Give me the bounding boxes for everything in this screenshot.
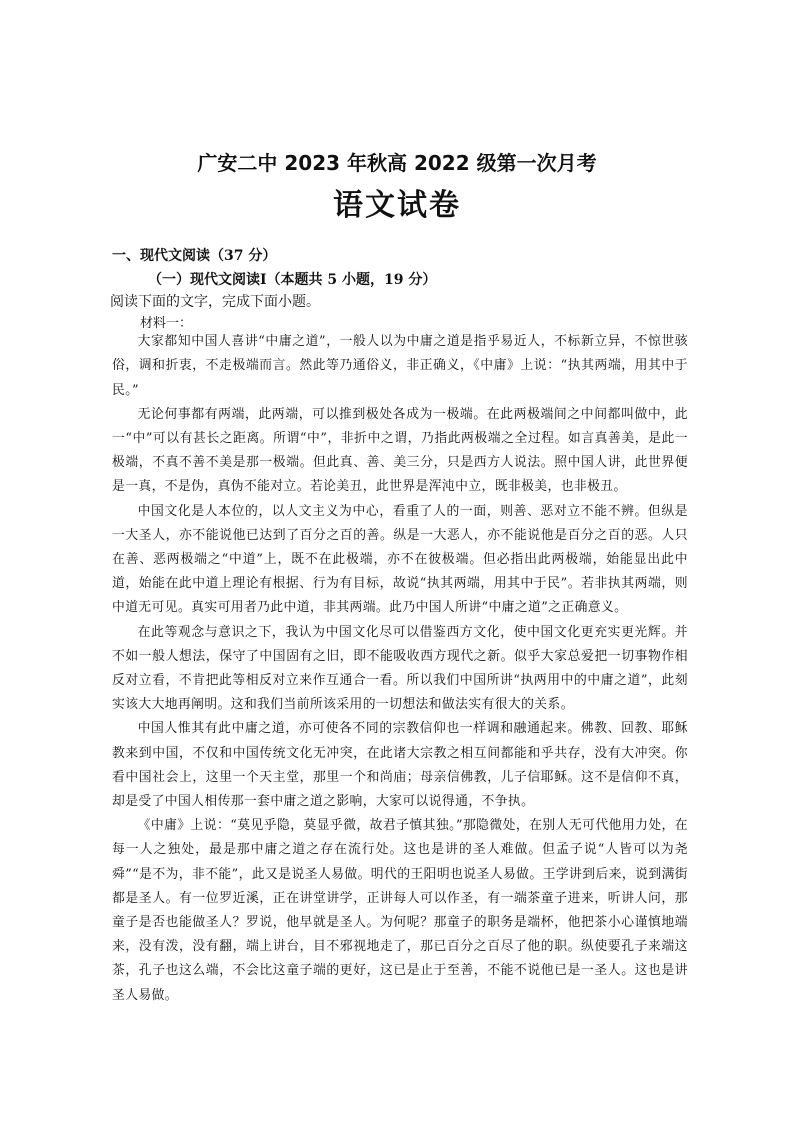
passage-paragraph: 无论何事都有两端，此两端，可以推到极处各成为一极端。在此两极端间之中间都叫做中，此一“中”可以有甚长之距离。所谓“中”，非折中之谓，乃指此两极端之全过程。如言真善美，是此一极端，不真不善不美是那一极端。但此真、善、美三分，只是西方人说法。照中国人讲，此世界便是一真，不是伪，真伪不能对立。若论美丑，此世界是浑沌中立，既非极美，也非极丑。 xyxy=(112,406,688,495)
passage-paragraph: 在此等观念与意识之下，我认为中国文化尽可以借鉴西方文化，使中国文化更充实更光辉。并不如一般人想法，保守了中国固有之旧，即不能吸收西方现代之新。似乎大家总爱把一切事物作相反对立看，不肯把此等相反对立来作互通合一看。所以我们中国所讲“执两用中的中庸之道”，此刻实该大大地再阐明。这和我们当前所该采用的一切想法和做法实有很大的关系。 xyxy=(112,624,688,713)
passage-paragraph: 大家都知中国人喜讲“中庸之道”，一般人以为中庸之道是指乎易近人，不标新立异，不惊世骇俗，调和折衷，不走极端而言。然此等乃通俗义，非正确义，《中庸》上说：“执其两端，用其中于民。” xyxy=(112,334,688,398)
passage-paragraph: 《中庸》上说：“莫见乎隐，莫显乎微，故君子慎其独。”那隐微处，在别人无可代他用力处，在每一人之独处，最是那中庸之道之存在流行处。这也是讲的圣人难做。但孟子说“人皆可以为尧舜”“是不为，非不能”，此又是说圣人易做。明代的王阳明也说圣人易做。王学讲到后来，说到满街都是圣人。有一位罗近溪，正在讲堂讲学，正讲每人可以作圣，有一端茶童子进来，听讲人问，那童子是否也能做圣人？罗说，他早就是圣人。为何呢？那童子的职务是端杯，他把茶小心谨慎地端来，没有泼，没有翻，端上讲台，目不邪视地走了，那已百分之百尽了他的职。纵使要孔子来端这茶，孔子也这么端，不会比这童子端的更好，这已是止于至善，不能不说他已是一圣人。这也是讲圣人易做。 xyxy=(112,818,688,1003)
exam-title: 广安二中 2023 年秋高 2022 级第一次月考 xyxy=(197,151,597,175)
passage-paragraph: 中国人惟其有此中庸之道，亦可使各不同的宗教信仰也一样调和融通起来。佛教、回教、耶稣教来到中国，不仅和中国传统文化无冲突，在此诸大宗教之相互间都能和乎共存，没有大冲突。你看中国社会上，这里一个天主堂，那里一个和尚庙；母亲信佛教，儿子信耶稣。这不是信仰不真，却是受了中国人相传那一套中庸之道之影响，大家可以说得通，不争执。 xyxy=(112,721,688,810)
exam-subject-title: 语文试卷 xyxy=(333,188,461,223)
section-heading: 一、现代文阅读（37 分） xyxy=(112,248,277,264)
passage-body xyxy=(112,306,688,1008)
reading-instruction: 阅读下面的文字，完成下面小题。 xyxy=(110,294,320,310)
subsection-heading: （一）现代文阅读Ⅰ（本题共 5 小题，19 分） xyxy=(148,272,437,288)
passage-paragraph: 中国文化是人本位的，以人文主义为中心，看重了人的一面，则善、恶对立不能不辨。但纵是一大圣人，亦不能说他已达到了百分之百的善。纵是一大恶人，亦不能说他是百分之百的恶。人只在善、恶两极端之“中道”上，既不在此极端，亦不在彼极端。但必指出此两极端，始能显出此中道，始能在此中道上理论有根据、行为有目标，故说“执其两端，用其中于民”。若非执其两端，则中道无可见。真实可用者乃此中道，非其两端。此乃中国人所讲“中庸之道”之正确意义。 xyxy=(112,503,688,616)
material-label: 材料一： xyxy=(140,316,193,331)
